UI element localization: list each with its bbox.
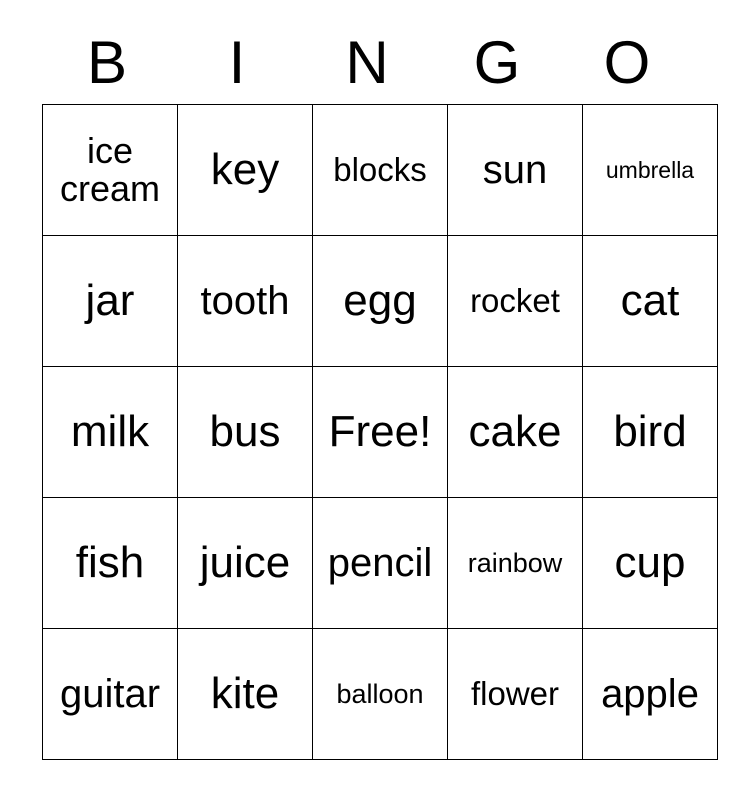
bingo-cell-free[interactable] [313, 367, 448, 498]
bingo-cell[interactable] [43, 498, 178, 629]
bingo-cell-label: key [210, 144, 280, 194]
bingo-cell-label: milk [70, 406, 150, 456]
bingo-row [43, 629, 718, 760]
bingo-cell[interactable] [43, 629, 178, 760]
bingo-cell[interactable] [313, 105, 448, 236]
bingo-cell-label: cake [468, 406, 562, 456]
bingo-cell[interactable] [448, 498, 583, 629]
bingo-cell-label: tooth [200, 279, 290, 323]
header-letter-g: G [473, 29, 521, 96]
bingo-row [43, 236, 718, 367]
bingo-cell[interactable] [583, 105, 718, 236]
bingo-cell-label: pencil [327, 541, 433, 585]
bingo-cell-label: rocket [470, 281, 560, 319]
bingo-cell[interactable] [178, 629, 313, 760]
bingo-card [42, 22, 699, 760]
bingo-cell[interactable] [178, 105, 313, 236]
bingo-cell-label: flower [470, 674, 560, 712]
bingo-cell-label: jar [85, 275, 135, 325]
bingo-cell-label: blocks [333, 150, 427, 188]
bingo-cell-label: bird [613, 406, 687, 456]
bingo-cell[interactable] [178, 236, 313, 367]
bingo-cell[interactable] [583, 236, 718, 367]
bingo-row [43, 367, 718, 498]
bingo-cell-label: fish [75, 537, 145, 587]
bingo-cell-label: bus [209, 406, 281, 456]
bingo-cell-label: juice [199, 537, 291, 587]
bingo-cell-label: rainbow [467, 547, 563, 578]
bingo-cell-label: kite [210, 668, 280, 718]
bingo-cell-label: ice cream [59, 130, 161, 209]
bingo-row [43, 105, 718, 236]
bingo-cell[interactable] [448, 236, 583, 367]
bingo-cell[interactable] [583, 498, 718, 629]
bingo-cell-label: sun [482, 148, 548, 192]
bingo-cell[interactable] [448, 367, 583, 498]
header-letter-n: N [345, 29, 389, 96]
bingo-cell[interactable] [448, 105, 583, 236]
bingo-cell[interactable] [313, 236, 448, 367]
bingo-header [42, 22, 692, 104]
bingo-cell[interactable] [43, 236, 178, 367]
bingo-cell-label: cup [614, 537, 686, 587]
bingo-grid [42, 104, 718, 760]
header-letter-o: O [603, 29, 651, 96]
bingo-cell-label: egg [343, 275, 417, 325]
bingo-cell-label: umbrella [605, 156, 695, 183]
header-letter-b: B [86, 29, 128, 96]
bingo-cell[interactable] [313, 498, 448, 629]
bingo-cell[interactable] [583, 367, 718, 498]
bingo-row [43, 498, 718, 629]
bingo-cell-label: cat [620, 275, 680, 325]
header-letter-i: I [228, 29, 246, 96]
bingo-cell[interactable] [448, 629, 583, 760]
bingo-cell[interactable] [178, 367, 313, 498]
bingo-cell[interactable] [43, 367, 178, 498]
bingo-cell-label: apple [601, 672, 699, 716]
bingo-cell-label: balloon [336, 678, 424, 709]
bingo-cell[interactable] [178, 498, 313, 629]
bingo-cell-label: Free! [328, 406, 432, 456]
bingo-cell-label: guitar [59, 672, 161, 716]
bingo-cell[interactable] [43, 105, 178, 236]
bingo-cell[interactable] [583, 629, 718, 760]
bingo-cell[interactable] [313, 629, 448, 760]
